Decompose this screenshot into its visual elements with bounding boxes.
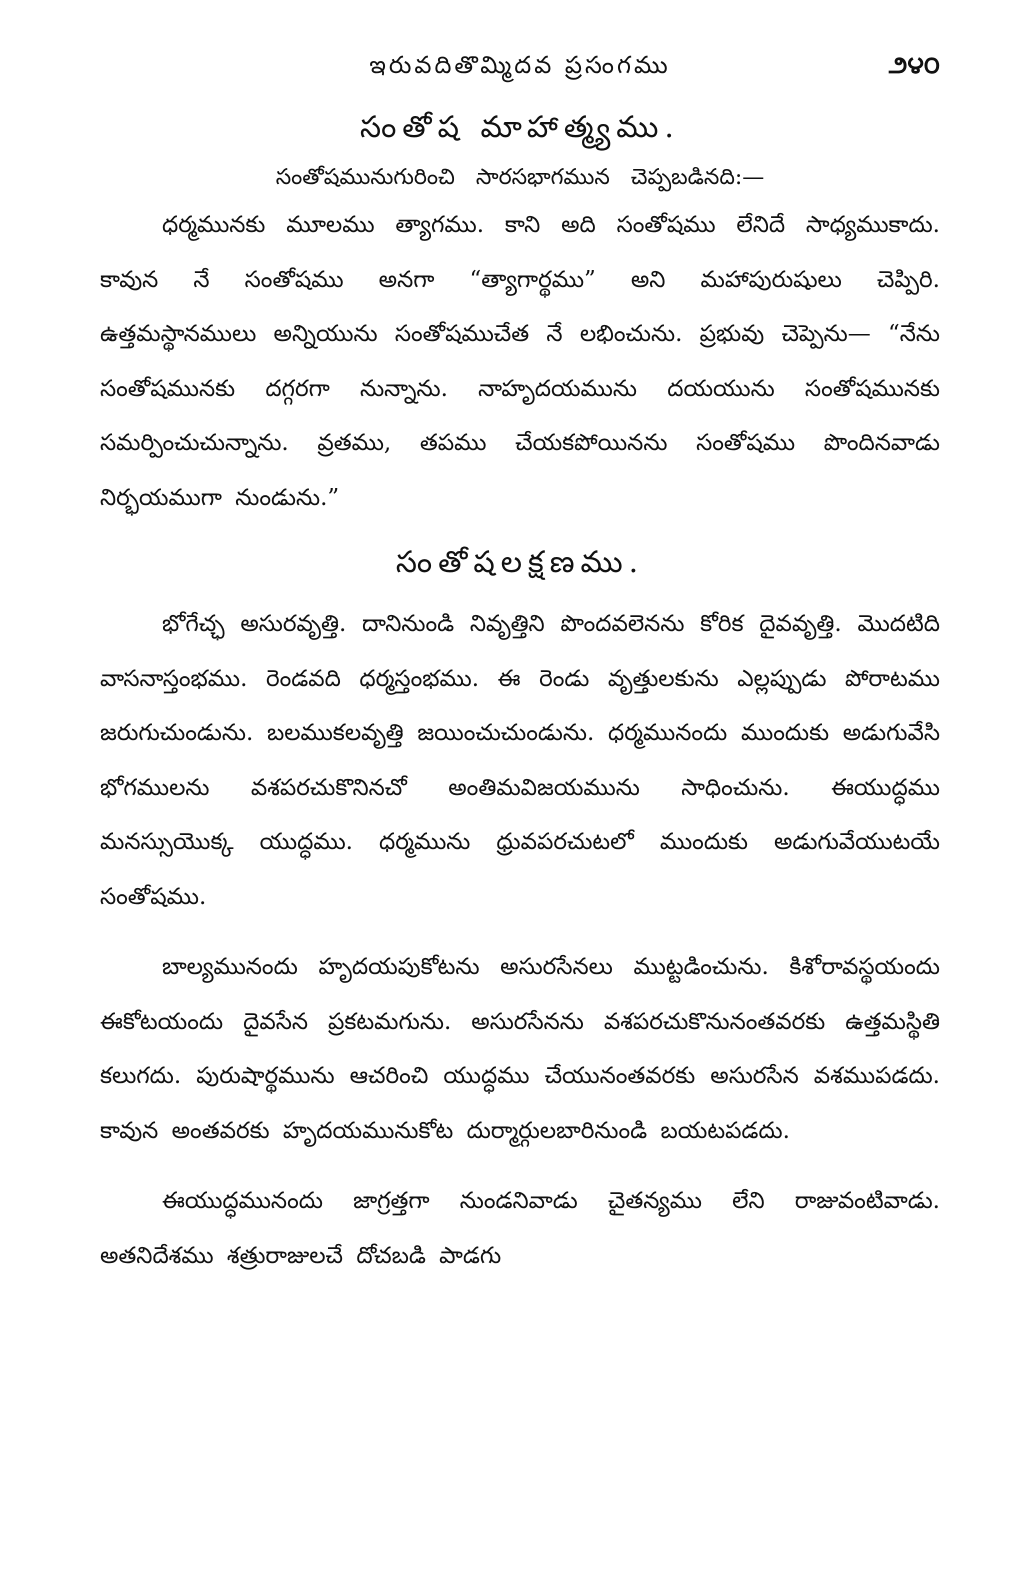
intro-line: సంతోషమునుగురించి సారసభాగమున చెప్పబడినది:— (275, 165, 765, 190)
book-page (100, 38, 940, 1538)
paragraph-3: బాల్యమునందు హృదయపుకోటను అసురసేనలు ముట్టడించును. కిశోరావస్థయందు ఈకోటయందు దైవసేన ప్రకటమగును. అసురసేనను వశపరచుకొనునంతవరకు ఉత్తమస్థితి కలుగదు. పురుషార్థమును ఆచరించి యుద్ధము చేయునంతవరకు అసురసేన వశముపడదు. కావున అంతవరకు హృదయమునుకోట దుర్మార్గులబారినుండి బయటపడదు. (100, 954, 940, 1144)
paragraph-1: ధర్మమునకు మూలము త్యాగము. కాని అది సంతోషము లేనిదే సాధ్యముకాదు. కావున నే సంతోషము అనగా “త్యాగార్థము” అని మహాపురుషులు చెప్పిరి. ఉత్తమస్థానములు అన్నియును సంతోషముచేత నే లభించును. ప్రభువు చెప్పెను— “నేను సంతోషమునకు దగ్గరగా నున్నాను. నాహృదయమును దయయును సంతోషమునకు సమర్పించుచున్నాను. వ్రతము, తపము చేయకపోయినను సంతోషము పొందినవాడు నిర్భయముగా నుండును.” (100, 212, 940, 511)
page-number: ౨౪౦ (888, 50, 940, 79)
paragraph-2: భోగేచ్ఛ అసురవృత్తి. దానినుండి నివృత్తిని పొందవలెనను కోరిక దైవవృత్తి. మొదటిది వాసనాస్తంభము. రెండవది ధర్మస్తంభము. ఈ రెండు వృత్తులకును ఎల్లప్పుడు పోరాటము జరుగుచుండును. బలముకలవృత్తి జయించుచుండును. ధర్మమునందు ముందుకు అడుగువేసి భోగములను వశపరచుకొనినచో అంతిమవిజయమును సాధించును. ఈయుద్ధము మనస్సుయొక్క యుద్ధము. ధర్మమును ధ్రువపరచుటలో ముందుకు అడుగువేయుటయే సంతోషము. (100, 611, 940, 910)
section-title: సంతోష మాహాత్మ్యము. (360, 110, 680, 145)
paragraph-4: ఈయుద్ధమునందు జాగ్రత్తగా నుండనివాడు చైతన్యము లేని రాజువంటివాడు. అతనిదేశము శత్రురాజులచే దోచబడి పాడగు (100, 1188, 940, 1269)
running-title: ఇరువదితొమ్మిదవ ప్రసంగము (369, 51, 671, 79)
subheading: సంతోషలక్షణము. (395, 545, 645, 580)
running-header (100, 38, 940, 92)
